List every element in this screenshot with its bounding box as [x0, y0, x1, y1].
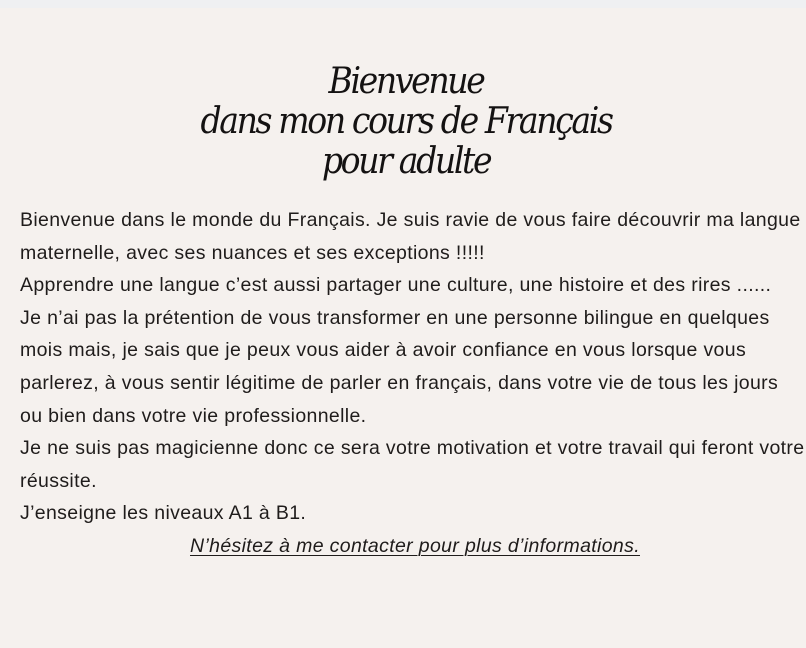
contact-link[interactable]: N’hésitez à me contacter pour plus d’informations. — [190, 534, 640, 557]
paragraph-motivation: Je ne suis pas magicienne donc ce sera votre motivation et votre travail qui feront votre réussite. — [20, 437, 805, 492]
paragraph-culture: Apprendre une langue c’est aussi partager une culture, une histoire et des rires ...... — [20, 274, 772, 297]
contact-cta — [20, 530, 806, 563]
paragraph-levels: J’enseigne les niveaux A1 à B1. — [20, 502, 307, 525]
paragraph-welcome: Bienvenue dans le monde du Français. Je suis ravie de vous faire découvrir ma langue maternelle, avec ses nuances et ses exceptions !!!!! — [20, 209, 801, 264]
top-strip — [0, 0, 806, 8]
intro-text — [20, 204, 806, 563]
page-title-line-3: pour adulte — [321, 141, 491, 182]
page-title-line-2: dans mon cours de Français — [200, 101, 612, 142]
paragraph-confidence: Je n’ai pas la prétention de vous transformer en une personne bilingue en quelques mois mais, je sais que je peux vous aider à avoir confiance en vous lorsque vous parlerez, à vous sentir légitime de parler en français, dans votre vie de tous les jours ou bien dans votre vie professionnelle. — [20, 306, 779, 427]
page-title — [0, 62, 806, 182]
page-title-line-1: Bienvenue — [328, 61, 484, 102]
